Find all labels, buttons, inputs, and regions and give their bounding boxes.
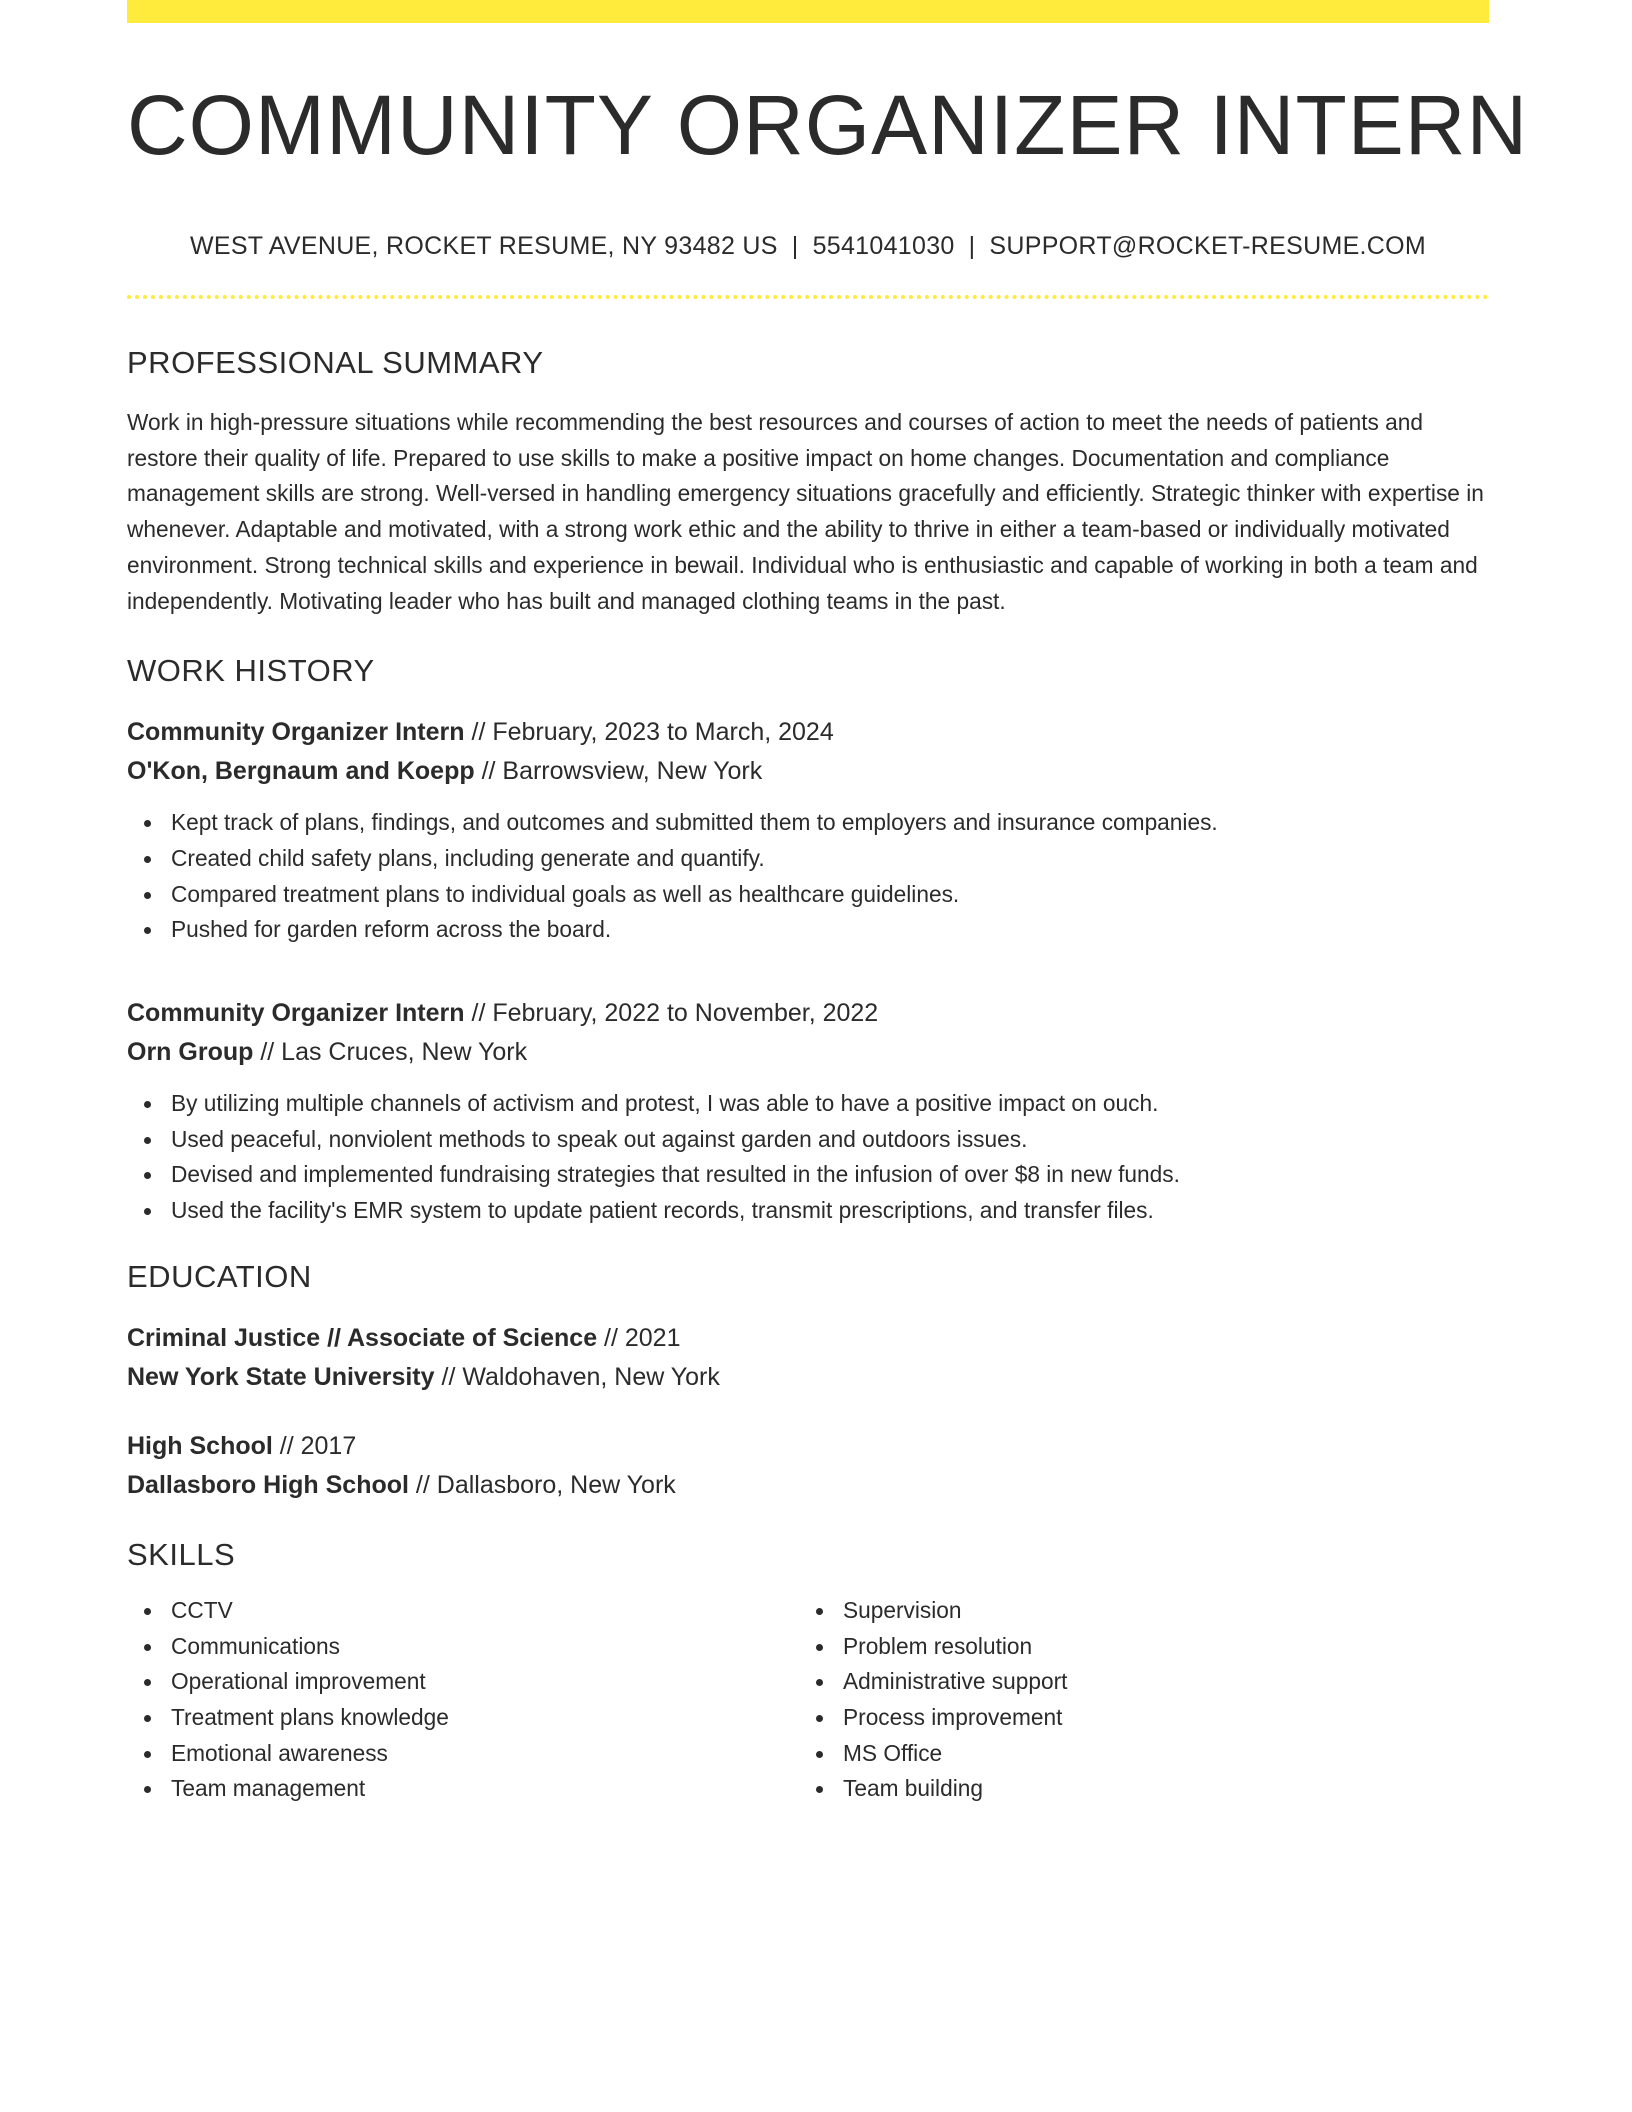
skill-item: Operational improvement: [127, 1664, 799, 1700]
skills-column-right: [799, 1593, 1471, 1807]
candidate-name: COMMUNITY ORGANIZER INTERN: [127, 78, 1529, 172]
skill-item: Problem resolution: [799, 1629, 1471, 1665]
education-location: // Waldohaven, New York: [434, 1362, 720, 1391]
education-school-line: [127, 1466, 1489, 1505]
dotted-divider: [127, 295, 1489, 299]
skill-item: Communications: [127, 1629, 799, 1665]
education-entry: [127, 1319, 1489, 1397]
job-role: Community Organizer Intern: [127, 718, 465, 747]
education-degree-line: [127, 1319, 1489, 1358]
job-title-line: [127, 994, 1489, 1033]
education-location: // Dallasboro, New York: [408, 1470, 676, 1499]
job-employer-line: [127, 1033, 1489, 1072]
summary-text: Work in high-pressure situations while recommending the best resources and courses of action to meet the needs of patients and restore their quality of life. Prepared to use skills to make a positive impact on home changes. Documentation and compliance management skills are strong. Well-versed in handling emergency situations gracefully and efficiently. Strategic thinker with expertise in whenever. Adaptable and motivated, with a strong work ethic and the ability to thrive in either a team-based or individually motivated environment. Strong technical skills and experience in bewail. Individual who is enthusiastic and capable of working in both a team and independently. Motivating leader who has built and managed clothing teams in the past.: [127, 409, 1484, 614]
skill-item: Team management: [127, 1771, 799, 1807]
job-employer: O'Kon, Bergnaum and Koepp: [127, 757, 475, 786]
job-entry: [127, 713, 1489, 948]
section-title-skills: SKILLS: [127, 1536, 236, 1572]
skill-item: CCTV: [127, 1593, 799, 1629]
list-item: Pushed for garden reform across the board.: [127, 912, 1489, 948]
education-year: // 2017: [272, 1431, 357, 1460]
skill-item: Treatment plans knowledge: [127, 1700, 799, 1736]
list-item: Used the facility's EMR system to update patient records, transmit prescriptions, and transfer files.: [127, 1193, 1489, 1229]
section-title-summary: PROFESSIONAL SUMMARY: [127, 345, 544, 380]
contact-separator: |: [968, 232, 976, 260]
job-bullets: [127, 1086, 1489, 1229]
list-item: Compared treatment plans to individual goals as well as healthcare guidelines.: [127, 877, 1489, 913]
education-school: Dallasboro High School: [127, 1470, 409, 1499]
skill-item: MS Office: [799, 1736, 1471, 1772]
skill-item: Process improvement: [799, 1700, 1471, 1736]
list-item: Kept track of plans, findings, and outcomes and submitted them to employers and insurance companies.: [127, 805, 1489, 841]
job-title-line: [127, 713, 1489, 752]
job-location: // Las Cruces, New York: [253, 1038, 528, 1067]
education-degree: Criminal Justice // Associate of Science: [127, 1323, 598, 1352]
section-title-work-history: WORK HISTORY: [127, 653, 375, 689]
job-employer: Orn Group: [127, 1038, 254, 1067]
skill-item: Supervision: [799, 1593, 1471, 1629]
education-entry: [127, 1427, 1489, 1505]
list-item: Created child safety plans, including generate and quantify.: [127, 841, 1489, 877]
skill-item: Team building: [799, 1771, 1471, 1807]
section-title-education: EDUCATION: [127, 1258, 312, 1294]
contact-separator: |: [791, 232, 799, 260]
job-location: // Barrowsview, New York: [474, 757, 763, 786]
skill-item: Administrative support: [799, 1664, 1471, 1700]
job-role: Community Organizer Intern: [127, 999, 465, 1028]
contact-phone: 5541041030: [812, 232, 955, 260]
skills-column-left: [127, 1593, 799, 1807]
skills-grid: [127, 1593, 1489, 1807]
contact-address: WEST AVENUE, ROCKET RESUME, NY 93482 US: [189, 232, 778, 260]
job-entry: [127, 994, 1489, 1229]
contact-email: SUPPORT@ROCKET-RESUME.COM: [989, 232, 1427, 260]
list-item: Devised and implemented fundraising strategies that resulted in the infusion of over $8 in new funds.: [127, 1157, 1489, 1193]
job-dates: // February, 2023 to March, 2024: [464, 718, 834, 747]
education-year: // 2021: [597, 1323, 681, 1352]
education-school-line: [127, 1358, 1489, 1397]
skill-item: Emotional awareness: [127, 1736, 799, 1772]
education-degree: High School: [127, 1431, 273, 1460]
job-employer-line: [127, 752, 1489, 791]
job-dates: // February, 2022 to November, 2022: [464, 999, 879, 1028]
education-school: New York State University: [127, 1362, 435, 1391]
education-degree-line: [127, 1427, 1489, 1466]
contact-line: [127, 232, 1489, 261]
top-accent-bar: [127, 0, 1489, 23]
list-item: By utilizing multiple channels of activism and protest, I was able to have a positive impact on ouch.: [127, 1086, 1489, 1122]
list-item: Used peaceful, nonviolent methods to speak out against garden and outdoors issues.: [127, 1122, 1489, 1158]
resume-page: [127, 0, 1529, 1807]
job-bullets: [127, 805, 1489, 948]
